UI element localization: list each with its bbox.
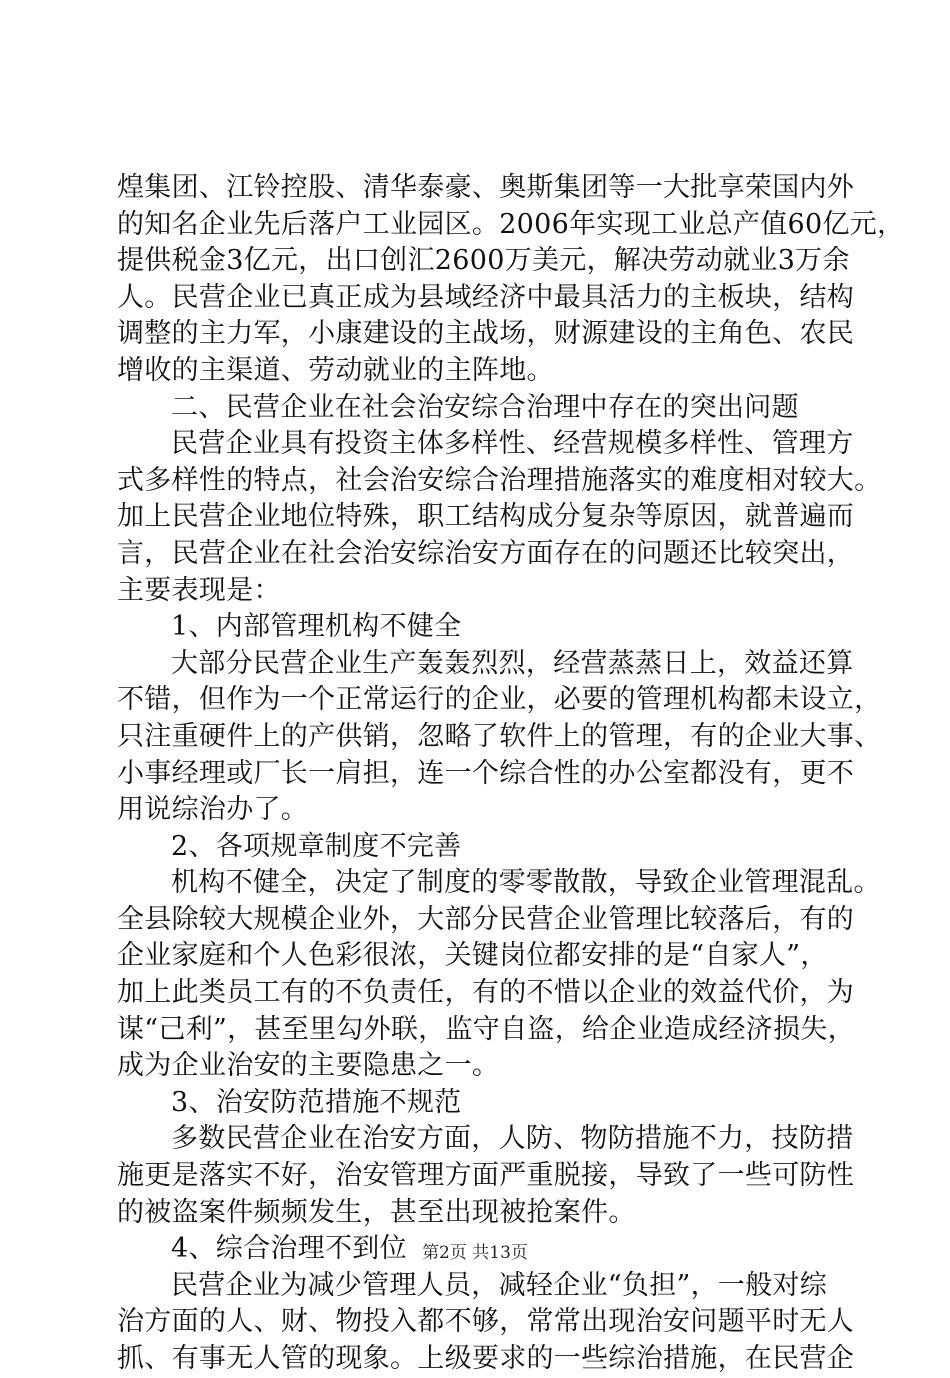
text-line: 煌集团、江铃控股、清华泰豪、奥斯集团等一大批享荣国内外 — [117, 172, 855, 203]
text-line: 2、各项规章制度不完善 — [171, 830, 462, 862]
body-paragraph — [117, 426, 882, 609]
text-line: 1、内部管理机构不健全 — [171, 611, 462, 643]
text-line: 提供税金3亿元，出口创汇2600万美元，解决劳动就业3万余 — [117, 245, 850, 277]
text-line: 二、民营企业在社会治安综合治理中存在的突出问题 — [171, 391, 799, 423]
body-paragraph — [117, 865, 881, 1085]
text-line: 的知名企业先后落户工业园区。2006年实现工业总产值60亿元， — [117, 208, 905, 240]
text-line: 调整的主力军，小康建设的主战场，财源建设的主角色、农民 — [117, 318, 855, 350]
text-line: 抓、有事无人管的现象。上级要求的一些综治措施，在民营企 — [117, 1343, 855, 1374]
section-heading — [117, 390, 837, 427]
text-line: 企业家庭和个人色彩很浓，关键岗位都安排的是“自家人”， — [117, 940, 828, 972]
text-line: 主要表现是： — [117, 574, 281, 606]
body-paragraph — [117, 1121, 855, 1231]
text-line: 的被盗案件频频发生，甚至出现被抢案件。 — [117, 1196, 636, 1228]
text-line: 人。民营企业已真正成为县域经济中最具活力的主板块，结构 — [117, 281, 855, 313]
section-heading — [117, 1085, 837, 1122]
text-line: 加上此类员工有的不负责任，有的不惜以企业的效益代价，为 — [117, 977, 855, 1009]
text-line: 机构不健全，决定了制度的零零散散，导致企业管理混乱。 — [171, 867, 881, 899]
text-line: 大部分民营企业生产轰轰烈烈，经营蒸蒸日上，效益还算 — [171, 647, 854, 679]
text-line: 小事经理或厂长一肩担，连一个综合性的办公室都没有，更不 — [117, 757, 855, 789]
text-line: 民营企业具有投资主体多样性、经营规模多样性、管理方 — [171, 428, 854, 460]
text-line: 不错，但作为一个正常运行的企业，必要的管理机构都未设立， — [117, 684, 882, 716]
body-paragraph — [117, 170, 905, 390]
text-line: 3、治安防范措施不规范 — [171, 1086, 462, 1118]
text-line: 言，民营企业在社会治安综治安方面存在的问题还比较突出， — [117, 537, 855, 569]
body-paragraph — [117, 646, 882, 829]
text-line: 只注重硬件上的产供销，忽略了软件上的管理，有的企业大事、 — [117, 720, 882, 752]
section-heading — [117, 829, 837, 866]
section-heading — [117, 609, 837, 646]
text-line: 多数民营企业在治安方面，人防、物防措施不力，技防措 — [171, 1123, 854, 1155]
text-line: 民营企业为减少管理人员，减轻企业“负担”，一般对综 — [171, 1269, 828, 1301]
text-line: 式多样性的特点，社会治安综合治理措施落实的难度相对较大。 — [117, 464, 882, 496]
page-footer: 第2页 共13页 — [422, 1243, 528, 1263]
text-line: 加上民营企业地位特殊，职工结构成分复杂等原因，就普遍而 — [117, 501, 855, 533]
text-line: 施更是落实不好，治安管理方面严重脱接，导致了一些可防性 — [117, 1160, 855, 1192]
text-line: 谋“己利”，甚至里勾外联，监守自盗，给企业造成经济损失， — [117, 1013, 856, 1045]
document-body — [117, 170, 905, 1378]
text-line: 4、综合治理不到位 — [171, 1233, 407, 1265]
text-line: 成为企业治安的主要隐患之一。 — [117, 1050, 500, 1082]
body-paragraph — [117, 1268, 855, 1378]
text-line: 治方面的人、财、物投入都不够，常常出现治安问题平时无人 — [117, 1306, 855, 1338]
text-line: 用说综治办了。 — [117, 794, 309, 826]
text-line: 增收的主渠道、劳动就业的主阵地。 — [117, 354, 554, 386]
text-line: 全县除较大规模企业外，大部分民营企业管理比较落后，有的 — [117, 903, 855, 935]
